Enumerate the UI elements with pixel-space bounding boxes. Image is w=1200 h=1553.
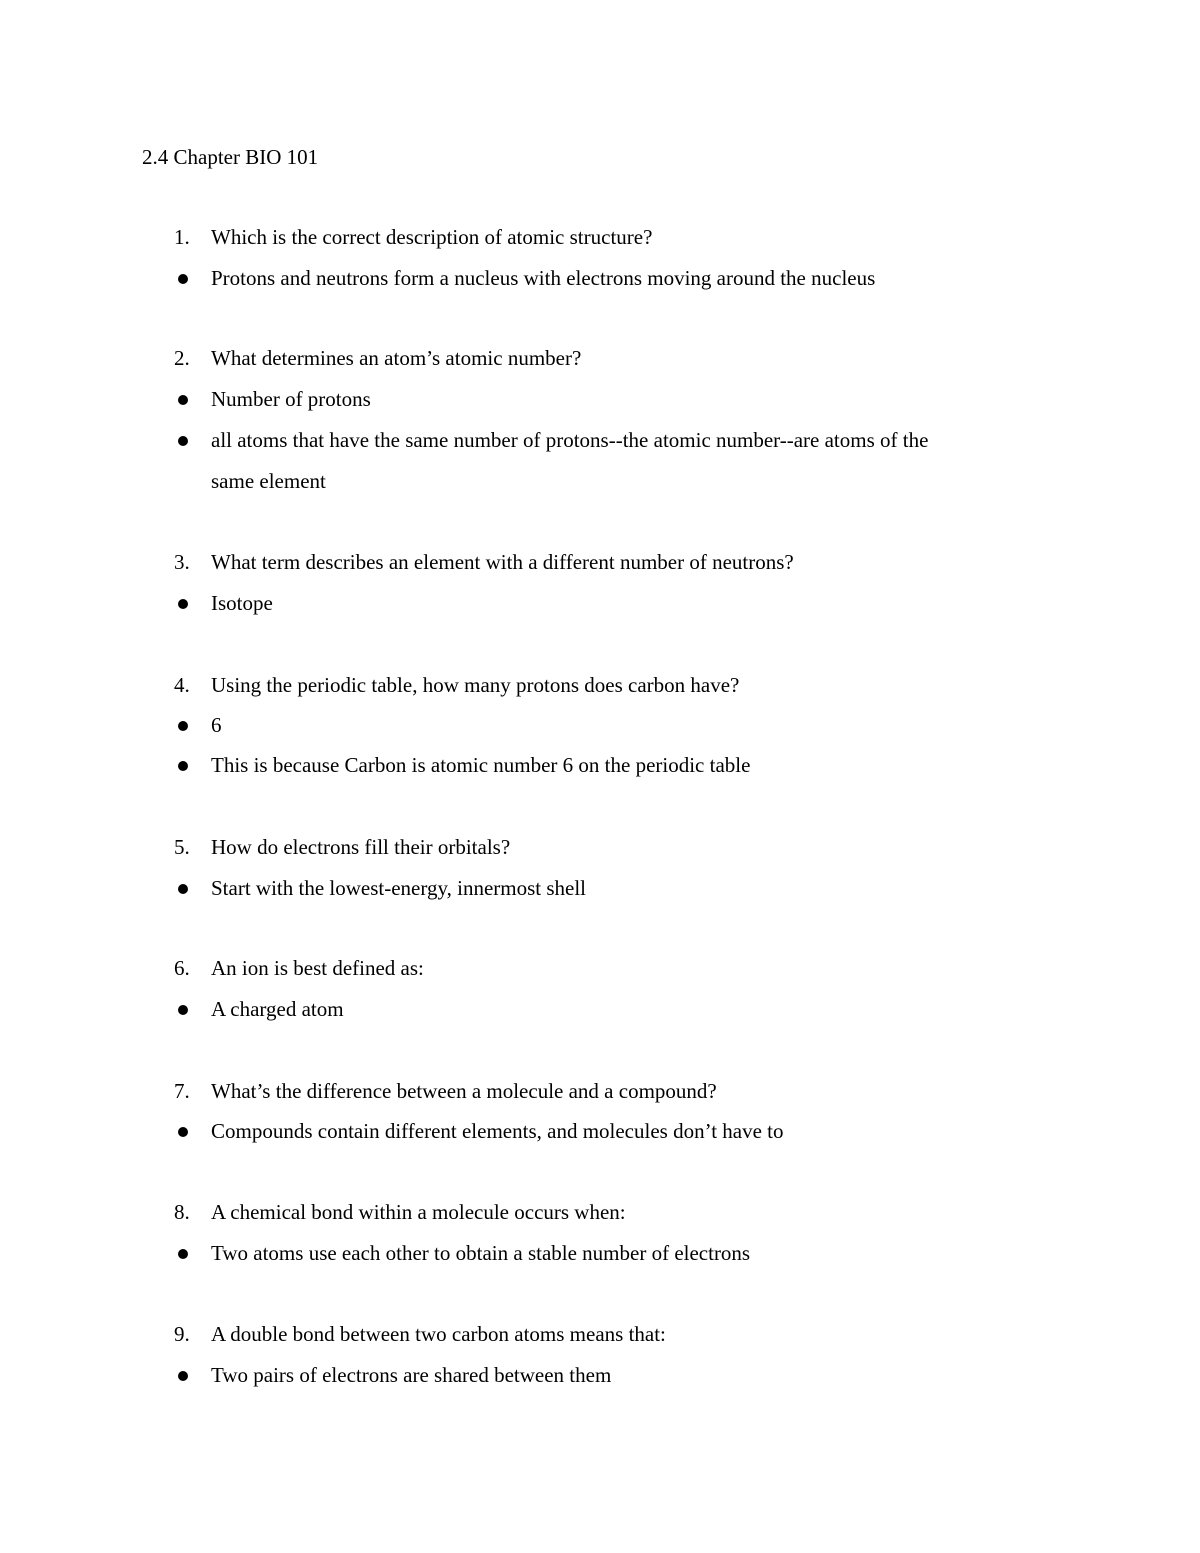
bullet-icon <box>178 274 188 284</box>
answer-item <box>0 379 1200 419</box>
question-item <box>0 1192 1200 1232</box>
question-text: An ion is best defined as: <box>211 956 424 980</box>
question-text: A double bond between two carbon atoms means that: <box>211 1322 666 1346</box>
question-number: 3. <box>174 550 190 574</box>
question-item <box>0 338 1200 378</box>
answer-text: Number of protons <box>211 387 371 411</box>
answer-text: same element <box>211 469 326 493</box>
bullet-icon <box>178 395 188 405</box>
bullet-icon <box>178 1005 188 1015</box>
answer-text: all atoms that have the same number of protons--the atomic number--are atoms of the <box>211 428 929 452</box>
answer-item <box>0 420 1200 460</box>
answer-item <box>0 1111 1200 1151</box>
answer-text: Protons and neutrons form a nucleus with electrons moving around the nucleus <box>211 266 876 290</box>
bullet-icon <box>178 599 188 609</box>
question-number: 8. <box>174 1200 190 1224</box>
answer-text: A charged atom <box>211 997 344 1021</box>
answer-item <box>0 745 1200 785</box>
bullet-icon <box>178 884 188 894</box>
answer-item <box>0 583 1200 623</box>
question-item <box>0 948 1200 988</box>
bullet-icon <box>178 1371 188 1381</box>
question-number: 7. <box>174 1079 190 1103</box>
question-number: 1. <box>174 225 190 249</box>
bullet-icon <box>178 721 188 731</box>
answer-item <box>0 258 1200 298</box>
question-number: 9. <box>174 1322 190 1346</box>
question-text: What term describes an element with a different number of neutrons? <box>211 550 794 574</box>
question-text: Which is the correct description of atomic structure? <box>211 225 653 249</box>
question-text: What determines an atom’s atomic number? <box>211 346 582 370</box>
bullet-icon <box>178 1249 188 1259</box>
question-text: A chemical bond within a molecule occurs when: <box>211 1200 626 1224</box>
question-item <box>0 542 1200 582</box>
question-item <box>0 665 1200 705</box>
question-item <box>0 827 1200 867</box>
question-item <box>0 1314 1200 1354</box>
answer-text: Isotope <box>211 591 273 615</box>
question-number: 4. <box>174 673 190 697</box>
question-text: How do electrons fill their orbitals? <box>211 835 511 859</box>
question-number: 2. <box>174 346 190 370</box>
answer-item <box>0 989 1200 1029</box>
bullet-icon <box>178 1127 188 1137</box>
answer-item <box>0 705 1200 745</box>
question-item <box>0 217 1200 257</box>
answer-text: This is because Carbon is atomic number 6 on the periodic table <box>211 753 751 777</box>
document-title: 2.4 Chapter BIO 101 <box>142 145 319 169</box>
answer-item <box>0 1355 1200 1395</box>
question-text: What’s the difference between a molecule and a compound? <box>211 1079 717 1103</box>
answer-text: 6 <box>211 713 222 737</box>
bullet-icon <box>178 436 188 446</box>
answer-text: Start with the lowest-energy, innermost shell <box>211 876 587 900</box>
answer-text: Compounds contain different elements, and molecules don’t have to <box>211 1119 784 1143</box>
question-number: 6. <box>174 956 190 980</box>
answer-item <box>0 868 1200 908</box>
question-number: 5. <box>174 835 190 859</box>
answer-item <box>0 1233 1200 1273</box>
question-item <box>0 1071 1200 1111</box>
answer-continuation <box>0 461 1200 501</box>
bullet-icon <box>178 761 188 771</box>
question-text: Using the periodic table, how many protons does carbon have? <box>211 673 740 697</box>
answer-text: Two pairs of electrons are shared between them <box>211 1363 612 1387</box>
answer-text: Two atoms use each other to obtain a stable number of electrons <box>211 1241 751 1265</box>
